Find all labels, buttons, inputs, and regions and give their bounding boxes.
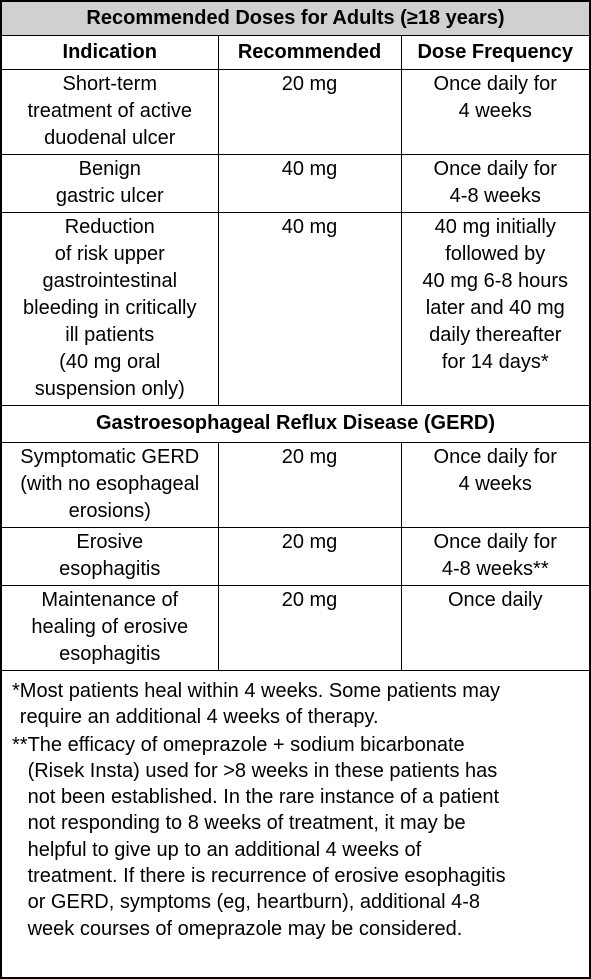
table-title: Recommended Doses for Adults (≥18 years) (2, 2, 589, 36)
dose-table (2, 2, 589, 671)
dose-cell: 40 mg (218, 155, 401, 213)
column-header-dose-frequency: Dose Frequency (401, 36, 589, 70)
footnote-mark: * (12, 680, 20, 702)
table-row (2, 70, 589, 155)
dose-cell: 20 mg (218, 70, 401, 155)
indication-cell: Short-term treatment of active duodenal ulcer (2, 70, 218, 155)
footnote-text: Most patients heal within 4 weeks. Some patients may require an additional 4 weeks of therapy. (19, 680, 501, 729)
table-row (2, 528, 589, 586)
indication-cell: Symptomatic GERD (with no esophageal erosions) (2, 443, 218, 528)
dose-cell: 40 mg (218, 213, 401, 406)
footnote (12, 732, 581, 942)
indication-cell: Maintenance of healing of erosive esophagitis (2, 586, 218, 671)
indication-cell: Benign gastric ulcer (2, 155, 218, 213)
table-row (2, 443, 589, 528)
frequency-cell: Once daily (401, 586, 589, 671)
dose-cell: 20 mg (218, 586, 401, 671)
dose-cell: 20 mg (218, 528, 401, 586)
footnote-text: The efficacy of omeprazole + sodium bicarbonate (Risek Insta) used for >8 weeks in these patients has not been established. In the rare instance of a patient not responding to 8 weeks of treatment, it may be helpful to give up to an additional 4 weeks of treatment. If there is recurrence of erosive esophagitis or GERD, symptoms (eg, heartburn), additional 4-8 week courses of omeprazole may be considered. (27, 733, 506, 940)
table-row (2, 586, 589, 671)
header-row (2, 36, 589, 70)
frequency-cell: Once daily for 4-8 weeks (401, 155, 589, 213)
frequency-cell: Once daily for 4-8 weeks** (401, 528, 589, 586)
table-row (2, 213, 589, 406)
frequency-cell: Once daily for 4 weeks (401, 443, 589, 528)
table-row (2, 155, 589, 213)
frequency-cell: 40 mg initially followed by 40 mg 6-8 hours later and 40 mg daily thereafter for 14 days* (401, 213, 589, 406)
section-title-gerd: Gastroesophageal Reflux Disease (GERD) (2, 406, 589, 443)
section-row (2, 406, 589, 443)
dose-cell: 20 mg (218, 443, 401, 528)
footnote-mark: ** (12, 733, 28, 756)
footnotes (2, 671, 589, 942)
title-row (2, 2, 589, 36)
footnote (12, 678, 581, 731)
indication-cell: Reduction of risk upper gastrointestinal bleeding in critically ill patients (40 mg oral suspension only) (2, 213, 218, 406)
column-header-recommended: Recommended (218, 36, 401, 70)
column-header-indication: Indication (2, 36, 218, 70)
frequency-cell: Once daily for 4 weeks (401, 70, 589, 155)
indication-cell: Erosive esophagitis (2, 528, 218, 586)
